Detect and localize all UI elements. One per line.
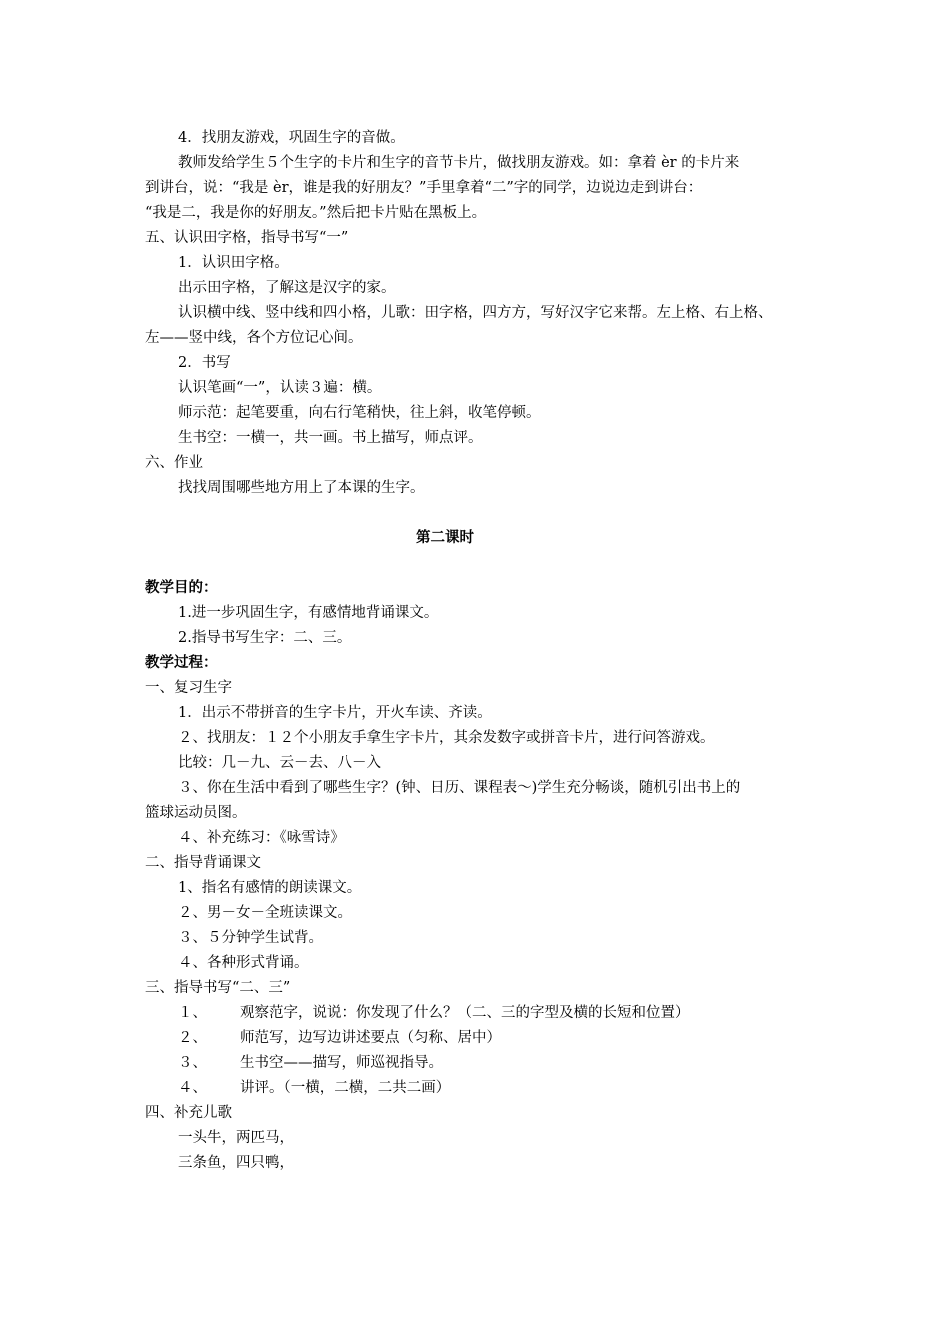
section-heading: 一、复习生字	[145, 680, 232, 696]
paragraph: 比较：几－九、云－去、八－入	[178, 755, 381, 771]
list-item-text: 生书空——描写，师巡视指导。	[240, 1055, 443, 1071]
list-item-text: 观察范字，说说：你发现了什么？（二、三的字型及横的长短和位置）	[240, 1005, 690, 1021]
list-item-text: 讲评。（一横，二横，二共二画）	[240, 1080, 451, 1096]
list-item	[178, 1078, 450, 1098]
goals-title: 教学目的：	[145, 579, 218, 596]
paragraph: 生书空：一横一，共一画。书上描写，师点评。	[178, 430, 483, 446]
paragraph: ３、５分钟学生试背。	[178, 930, 323, 946]
paragraph: 篮球运动员图。	[145, 805, 247, 821]
paragraph: 1．认识田字格。	[178, 255, 289, 271]
list-item-number: ２、	[178, 1030, 207, 1046]
paragraph: 教师发给学生５个生字的卡片和生字的音节卡片，做找朋友游戏。如：拿着 èr 的卡片来	[178, 155, 740, 171]
paragraph: 到讲台，说：“我是 èr，谁是我的好朋友？”手里拿着“二”字的同学，边说边走到讲台：	[145, 180, 703, 196]
paragraph: ２、找朋友：１２个小朋友手拿生字卡片，其余发数字或拼音卡片，进行问答游戏。	[178, 730, 715, 746]
paragraph: 认识笔画“一”，认读３遍：横。	[178, 380, 382, 396]
paragraph: 1、指名有感情的朗读课文。	[178, 880, 362, 896]
paragraph: “我是二，我是你的好朋友。”然后把卡片贴在黑板上。	[145, 205, 487, 221]
paragraph: ４、补充练习：《咏雪诗》	[178, 830, 345, 846]
list-item	[178, 1028, 501, 1048]
paragraph: ２、男－女－全班读课文。	[178, 905, 352, 921]
section-heading: 二、指导背诵课文	[145, 855, 261, 871]
section-heading: 六、作业	[145, 455, 203, 471]
list-item-number: ４、	[178, 1080, 207, 1096]
paragraph: 2．书写	[178, 355, 231, 371]
paragraph: ４、各种形式背诵。	[178, 955, 309, 971]
paragraph: 认识横中线、竖中线和四小格，儿歌：田字格，四方方，写好汉字它来帮。左上格、右上格、	[178, 305, 773, 321]
section-heading: 三、指导书写“二、三”	[145, 980, 291, 996]
paragraph: 1．出示不带拼音的生字卡片，开火车读、齐读。	[178, 705, 492, 721]
lesson-heading: 第二课时	[416, 529, 474, 546]
paragraph: 2.指导书写生字：二、三。	[178, 630, 352, 646]
paragraph: 出示田字格，了解这是汉字的家。	[178, 280, 396, 296]
paragraph: 三条鱼，四只鸭，	[178, 1155, 294, 1171]
paragraph: 师示范：起笔要重，向右行笔稍快，往上斜，收笔停顿。	[178, 405, 541, 421]
section-heading: 五、认识田字格，指导书写“一”	[145, 230, 349, 246]
list-item-number: １、	[178, 1005, 207, 1021]
paragraph: ３、你在生活中看到了哪些生字？(钟、日历、课程表～)学生充分畅谈，随机引出书上的	[178, 780, 741, 796]
paragraph: 1.进一步巩固生字，有感情地背诵课文。	[178, 605, 439, 621]
list-item-number: ３、	[178, 1055, 207, 1071]
list-item-text: 师范写，边写边讲述要点（匀称、居中）	[240, 1030, 501, 1046]
paragraph: 4．找朋友游戏，巩固生字的音做。	[178, 130, 405, 146]
list-item	[178, 1053, 443, 1073]
process-title: 教学过程：	[145, 654, 218, 671]
paragraph: 左——竖中线，各个方位记心间。	[145, 330, 363, 346]
paragraph: 一头牛，两匹马，	[178, 1130, 294, 1146]
section-heading: 四、补充儿歌	[145, 1105, 232, 1121]
list-item	[178, 1003, 690, 1023]
paragraph: 找找周围哪些地方用上了本课的生字。	[178, 480, 425, 496]
